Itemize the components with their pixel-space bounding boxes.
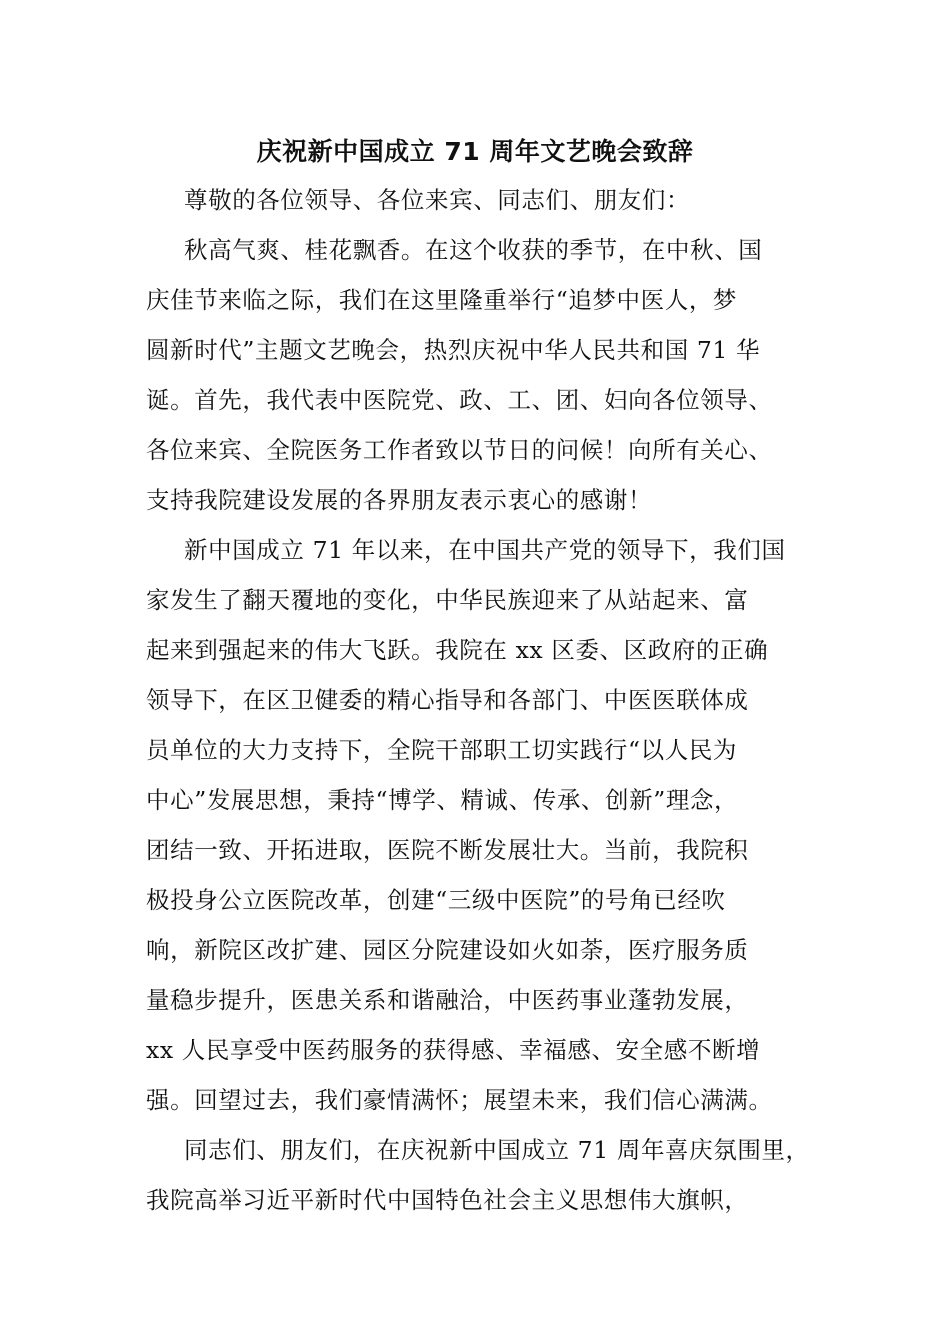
paragraph-line: 中心”发展思想，秉持“博学、精诚、传承、创新”理念， [146, 786, 739, 814]
paragraph-line: 团结一致、开拓进取，医院不断发展壮大。当前，我院积 [146, 836, 749, 864]
paragraph-line: 诞。首先，我代表中医院党、政、工、团、妇向各位领导、 [146, 386, 773, 414]
paragraph-line: 员单位的大力支持下，全院干部职工切实践行“以人民为 [146, 736, 738, 764]
paragraph-line: 尊敬的各位领导、各位来宾、同志们、朋友们： [184, 186, 691, 214]
paragraph-line: 我院高举习近平新时代中国特色社会主义思想伟大旗帜， [146, 1186, 749, 1214]
paragraph-line: 领导下，在区卫健委的精心指导和各部门、中医医联体成 [146, 686, 749, 714]
paragraph-line: 各位来宾、全院医务工作者致以节日的问候！向所有关心、 [146, 436, 773, 464]
paragraph-line: 起来到强起来的伟大飞跃。我院在 xx 区委、区政府的正确 [146, 636, 769, 664]
paragraph-line: 支持我院建设发展的各界朋友表示衷心的感谢！ [146, 486, 653, 514]
paragraph-line: xx 人民享受中医药服务的获得感、幸福感、安全感不断增 [146, 1036, 761, 1064]
paragraph-line: 响，新院区改扩建、园区分院建设如火如荼，医疗服务质 [146, 936, 749, 964]
paragraph-line: 极投身公立医院改革，创建“三级中医院”的号角已经吹 [146, 886, 726, 914]
paragraph-line: 秋高气爽、桂花飘香。在这个收获的季节，在中秋、国 [184, 236, 763, 264]
paragraph-line: 家发生了翻天覆地的变化，中华民族迎来了从站起来、富 [146, 586, 749, 614]
paragraph-line: 同志们、朋友们，在庆祝新中国成立 71 周年喜庆氛围里， [184, 1136, 810, 1164]
paragraph-line: 圆新时代”主题文艺晚会，热烈庆祝中华人民共和国 71 华 [146, 336, 761, 364]
paragraph-line: 庆佳节来临之际，我们在这里隆重举行“追梦中医人，梦 [146, 286, 738, 314]
paragraph-line: 强。回望过去，我们豪情满怀；展望未来，我们信心满满。 [146, 1086, 773, 1114]
document-title: 庆祝新中国成立 71 周年文艺晚会致辞 [256, 137, 694, 166]
paragraph-line: 量稳步提升，医患关系和谐融洽，中医药事业蓬勃发展， [146, 986, 749, 1014]
paragraph-line: 新中国成立 71 年以来，在中国共产党的领导下，我们国 [184, 536, 786, 564]
